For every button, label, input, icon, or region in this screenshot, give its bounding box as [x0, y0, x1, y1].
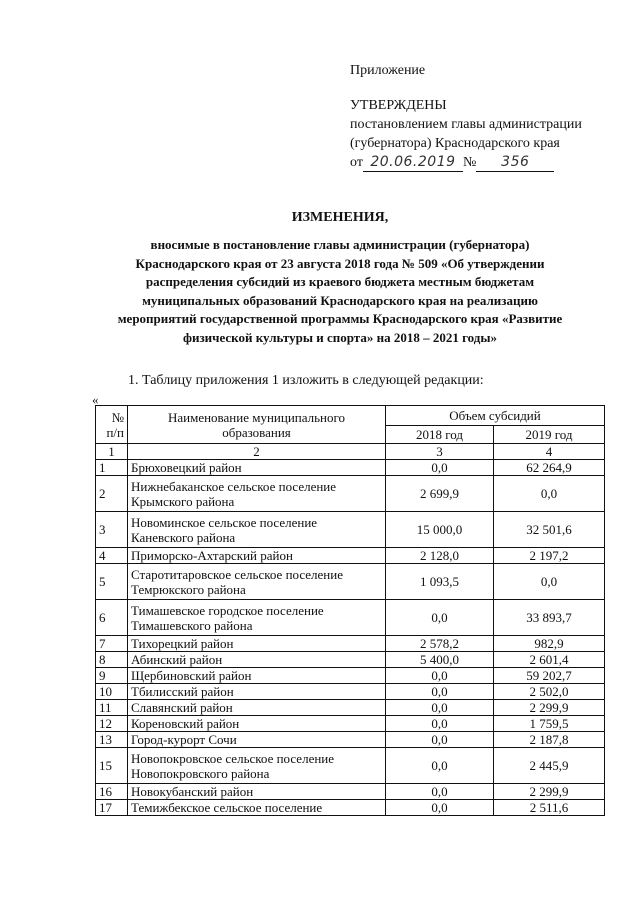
- row-number: 10: [96, 684, 128, 700]
- row-number: 12: [96, 716, 128, 732]
- subsidy-2019: 2 445,9: [494, 748, 605, 784]
- municipality-name-line: Кореновский район: [131, 716, 240, 731]
- subsidy-2018: 0,0: [386, 784, 494, 800]
- subsidy-table: [95, 405, 605, 816]
- municipality-name: [128, 564, 386, 600]
- row-number: 2: [96, 476, 128, 512]
- municipality-name: [128, 600, 386, 636]
- municipality-name-line: Новопокровского района: [131, 765, 270, 781]
- row-number: 17: [96, 800, 128, 816]
- row-number: 16: [96, 784, 128, 800]
- handwritten-date: 20.06.2019: [363, 153, 463, 172]
- municipality-name: [128, 548, 386, 564]
- municipality-name-line: Новокубанский район: [131, 784, 254, 799]
- municipality-name-line: Брюховецкий район: [131, 460, 242, 475]
- approval-block: [350, 96, 582, 172]
- municipality-name: [128, 512, 386, 548]
- subsidy-2019: 2 299,9: [494, 700, 605, 716]
- subsidy-2018: 0,0: [386, 800, 494, 816]
- municipality-name-line: Тимашевское городское поселение: [131, 602, 324, 618]
- subsidy-2019: 2 187,8: [494, 732, 605, 748]
- paragraph-1: 1. Таблицу приложения 1 изложить в следующей редакции:: [128, 373, 484, 388]
- municipality-name-line: Тихорецкий район: [131, 636, 234, 651]
- row-number: 7: [96, 636, 128, 652]
- row-number: 6: [96, 600, 128, 636]
- subsidy-2019: 2 197,2: [494, 548, 605, 564]
- subsidy-2019: 0,0: [494, 476, 605, 512]
- subsidy-2018: 0,0: [386, 748, 494, 784]
- municipality-name-line: Каневского района: [131, 529, 236, 545]
- municipality-name: [128, 460, 386, 476]
- col-header-name: [128, 406, 386, 444]
- subsidy-2019: 33 893,7: [494, 600, 605, 636]
- table-row: [96, 564, 605, 600]
- municipality-name-line: Славянский район: [131, 700, 233, 715]
- subtitle-line: вносимые в постановление главы администрации (губернатора): [150, 237, 530, 252]
- row-number: 8: [96, 652, 128, 668]
- municipality-name-line: Старотитаровское сельское поселение: [131, 566, 343, 582]
- municipality-name: [128, 800, 386, 816]
- document-subtitle: [100, 236, 580, 347]
- col-number: 3: [386, 444, 494, 460]
- col-header-num-line: п/п: [106, 424, 124, 440]
- municipality-name: [128, 784, 386, 800]
- subsidy-2019: 2 511,6: [494, 800, 605, 816]
- subsidy-2018: 0,0: [386, 460, 494, 476]
- subsidy-2018: 0,0: [386, 600, 494, 636]
- municipality-name-line: Темижбекское сельское поселение: [131, 800, 323, 815]
- municipality-name-line: Щербиновский район: [131, 668, 252, 683]
- subsidy-2018: 2 128,0: [386, 548, 494, 564]
- subsidy-2019: 2 601,4: [494, 652, 605, 668]
- subsidy-2018: 5 400,0: [386, 652, 494, 668]
- municipality-name: [128, 476, 386, 512]
- municipality-name-line: Новопокровское сельское поселение: [131, 750, 335, 766]
- col-header-name-line: Наименование муниципального: [167, 409, 346, 425]
- municipality-name: [128, 700, 386, 716]
- subsidy-2018: 0,0: [386, 700, 494, 716]
- row-number: 1: [96, 460, 128, 476]
- municipality-name-line: Новоминское сельское поселение: [131, 514, 318, 530]
- table-row: [96, 636, 605, 652]
- subsidy-2019: 32 501,6: [494, 512, 605, 548]
- municipality-name: [128, 668, 386, 684]
- municipality-name-line: Темрюкского района: [131, 581, 246, 597]
- municipality-name-line: Приморско-Ахтарский район: [131, 548, 293, 563]
- col-header-2018: 2018 год: [386, 426, 494, 444]
- row-number: 11: [96, 700, 128, 716]
- col-header-volume: Объем субсидий: [386, 406, 605, 426]
- approved-heading: УТВЕРЖДЕНЫ: [350, 98, 447, 113]
- table-row: [96, 684, 605, 700]
- municipality-name-line: Город-курорт Сочи: [131, 732, 237, 747]
- municipality-name: [128, 716, 386, 732]
- subtitle-line: мероприятий государственной программы Краснодарского края «Развитие: [117, 311, 563, 326]
- handwritten-number: 356: [476, 153, 554, 172]
- subsidy-2019: 59 202,7: [494, 668, 605, 684]
- row-number: 3: [96, 512, 128, 548]
- subsidy-2018: 1 093,5: [386, 564, 494, 600]
- subsidy-2019: 2 502,0: [494, 684, 605, 700]
- column-numbers-row: [96, 444, 605, 460]
- col-number: 4: [494, 444, 605, 460]
- table-row: [96, 476, 605, 512]
- table-row: [96, 700, 605, 716]
- table-row: [96, 548, 605, 564]
- subsidy-2018: 0,0: [386, 684, 494, 700]
- table-row: [96, 748, 605, 784]
- subtitle-line: физической культуры и спорта» на 2018 – 2021 годы»: [182, 329, 498, 345]
- subsidy-2018: 0,0: [386, 716, 494, 732]
- subsidy-2018: 2 578,2: [386, 636, 494, 652]
- subtitle-line: распределения субсидий из краевого бюджета местным бюджетам: [145, 274, 535, 289]
- municipality-name-line: Абинский район: [131, 652, 223, 667]
- subsidy-2019: 2 299,9: [494, 784, 605, 800]
- table-row: [96, 800, 605, 816]
- table-row: [96, 668, 605, 684]
- table-row: [96, 716, 605, 732]
- municipality-name-line: Тимашевского района: [131, 617, 253, 633]
- row-number: 9: [96, 668, 128, 684]
- municipality-name: [128, 684, 386, 700]
- municipality-name-line: Тбилисский район: [131, 684, 234, 699]
- col-header-num-line: №: [111, 409, 124, 425]
- col-header-2019: 2019 год: [494, 426, 605, 444]
- table-row: [96, 600, 605, 636]
- table-row: [96, 732, 605, 748]
- municipality-name-line: Крымского района: [131, 493, 235, 509]
- subsidy-2019: 1 759,5: [494, 716, 605, 732]
- subtitle-line: Краснодарского края от 23 августа 2018 года № 509 «Об утверждении: [135, 255, 545, 271]
- municipality-name: [128, 636, 386, 652]
- attachment-label: Приложение: [350, 63, 426, 78]
- subsidy-2018: 0,0: [386, 668, 494, 684]
- row-number: 5: [96, 564, 128, 600]
- date-prefix: от: [350, 155, 363, 170]
- approved-line-1: постановлением главы администрации: [350, 117, 582, 132]
- subsidy-2019: 982,9: [494, 636, 605, 652]
- table-row: [96, 512, 605, 548]
- open-quote: «: [92, 392, 99, 407]
- municipality-name: [128, 732, 386, 748]
- col-number: 1: [96, 444, 128, 460]
- table-row: [96, 652, 605, 668]
- document-title: ИЗМЕНЕНИЯ,: [291, 210, 389, 225]
- municipality-name: [128, 748, 386, 784]
- col-header-name-line: образования: [222, 424, 291, 440]
- municipality-name-line: Нижнебаканское сельское поселение: [131, 478, 337, 494]
- table-row: [96, 784, 605, 800]
- approved-line-2: (губернатора) Краснодарского края: [350, 136, 560, 151]
- table-header-row: [96, 406, 605, 426]
- table-row: [96, 460, 605, 476]
- col-number: 2: [128, 444, 386, 460]
- col-header-num: [96, 406, 128, 444]
- row-number: 13: [96, 732, 128, 748]
- subtitle-line: муниципальных образований Краснодарского края на реализацию: [142, 292, 538, 308]
- approval-date-line: [350, 153, 582, 172]
- subsidy-2019: 0,0: [494, 564, 605, 600]
- municipality-name: [128, 652, 386, 668]
- subsidy-2018: 0,0: [386, 732, 494, 748]
- subsidy-2018: 15 000,0: [386, 512, 494, 548]
- number-prefix: №: [462, 155, 477, 170]
- subsidy-2018: 2 699,9: [386, 476, 494, 512]
- subsidy-2019: 62 264,9: [494, 460, 605, 476]
- row-number: 15: [96, 748, 128, 784]
- row-number: 4: [96, 548, 128, 564]
